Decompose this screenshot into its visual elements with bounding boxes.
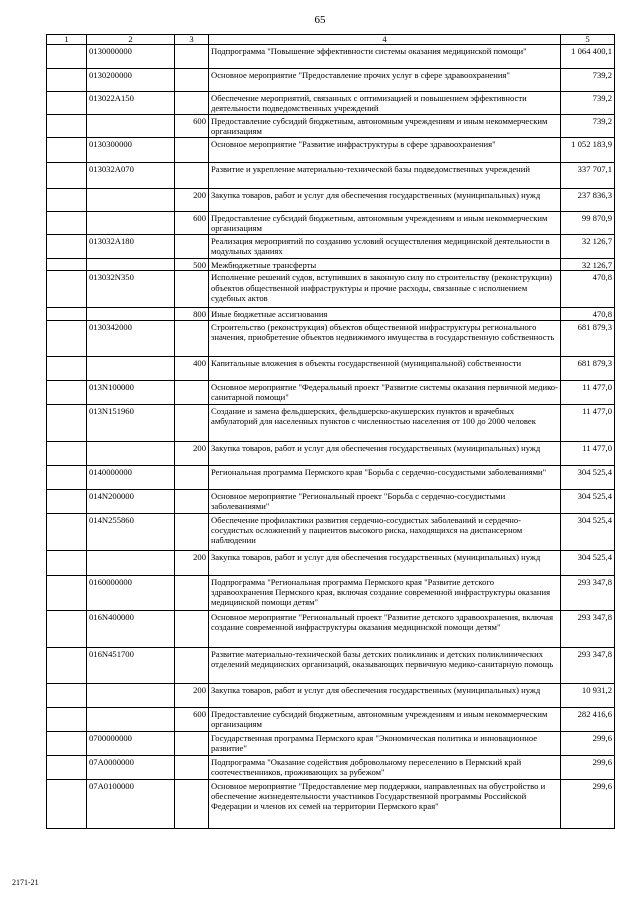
amount-cell: 293 347,8: [561, 610, 615, 647]
table-row: [47, 550, 615, 575]
table-row: [47, 69, 615, 92]
expense-type-cell: 800: [175, 308, 209, 320]
name-cell: Развитие и укрепление материально-технической базы подведомственных учреждений: [209, 163, 561, 189]
table-row: [47, 271, 615, 308]
table-row: [47, 779, 615, 828]
blank-cell: [47, 755, 87, 779]
target-code-cell: 07А0000000: [87, 755, 175, 779]
name-cell: Предоставление субсидий бюджетным, автономным учреждениям и иным некоммерческим организациям: [209, 707, 561, 731]
table-row: [47, 138, 615, 163]
blank-cell: [47, 138, 87, 163]
expense-type-cell: [175, 380, 209, 404]
amount-cell: 11 477,0: [561, 441, 615, 465]
amount-cell: 681 879,3: [561, 320, 615, 356]
blank-cell: [47, 465, 87, 489]
name-cell: Основное мероприятие "Региональный проект "Борьба с сердечно-сосудистыми заболеваниями": [209, 489, 561, 513]
amount-cell: 10 931,2: [561, 683, 615, 707]
target-code-cell: [87, 259, 175, 271]
name-cell: Иные бюджетные ассигнования: [209, 308, 561, 320]
name-cell: Закупка товаров, работ и услуг для обеспечения государственных (муниципальных) нужд: [209, 189, 561, 212]
target-code-cell: 0160000000: [87, 575, 175, 610]
table-row: [47, 92, 615, 115]
blank-cell: [47, 550, 87, 575]
page-number: 65: [314, 14, 326, 26]
expense-type-cell: [175, 92, 209, 115]
blank-cell: [47, 647, 87, 683]
expense-type-cell: 400: [175, 356, 209, 380]
table-row: [47, 320, 615, 356]
amount-cell: 282 416,6: [561, 707, 615, 731]
target-code-cell: 0130342000: [87, 320, 175, 356]
expense-type-cell: [175, 163, 209, 189]
blank-cell: [47, 308, 87, 320]
amount-cell: 99 870,9: [561, 212, 615, 235]
target-code-cell: [87, 189, 175, 212]
amount-cell: 681 879,3: [561, 356, 615, 380]
blank-cell: [47, 513, 87, 550]
amount-cell: 470,8: [561, 271, 615, 308]
amount-cell: 299,6: [561, 755, 615, 779]
name-cell: Подпрограмма "Региональная программа Пермского края "Развитие детского здравоохранения Пермского края, включая создание современной инфраструктуры оказания медицинской помощи детям": [209, 575, 561, 610]
amount-cell: 293 347,8: [561, 647, 615, 683]
name-cell: Основное мероприятие "Региональный проект "Развитие детского здравоохранения, включая создание современной инфраструктуры оказания медицинской помощи детям": [209, 610, 561, 647]
target-code-cell: [87, 308, 175, 320]
blank-cell: [47, 779, 87, 828]
target-code-cell: 0130200000: [87, 69, 175, 92]
table-row: [47, 707, 615, 731]
amount-cell: 739,2: [561, 115, 615, 138]
expense-type-cell: [175, 138, 209, 163]
name-cell: Строительство (реконструкция) объектов общественной инфраструктуры регионального значения, приобретение объектов недвижимого имущества в государственную собственность: [209, 320, 561, 356]
blank-cell: [47, 212, 87, 235]
table-body: [47, 45, 615, 829]
blank-cell: [47, 115, 87, 138]
expense-type-cell: [175, 320, 209, 356]
blank-cell: [47, 380, 87, 404]
target-code-cell: 016N451700: [87, 647, 175, 683]
amount-cell: 11 477,0: [561, 404, 615, 441]
blank-cell: [47, 575, 87, 610]
table-row: [47, 163, 615, 189]
table-row: [47, 189, 615, 212]
table-row: [47, 45, 615, 69]
name-cell: Развитие материально-технической базы детских поликлиник и детских поликлинических отделений медицинских организаций, оказывающих первичную медико-санитарную помощь: [209, 647, 561, 683]
name-cell: Закупка товаров, работ и услуг для обеспечения государственных (муниципальных) нужд: [209, 683, 561, 707]
table-row: [47, 683, 615, 707]
target-code-cell: 014N200000: [87, 489, 175, 513]
target-code-cell: 014N255860: [87, 513, 175, 550]
name-cell: Государственная программа Пермского края "Экономическая политика и инновационное развитие": [209, 731, 561, 755]
amount-cell: 32 126,7: [561, 259, 615, 271]
amount-cell: 304 525,4: [561, 489, 615, 513]
target-code-cell: [87, 683, 175, 707]
table-row: [47, 647, 615, 683]
amount-cell: 1 064 400,1: [561, 45, 615, 69]
table-row: [47, 115, 615, 138]
target-code-cell: 013032А180: [87, 235, 175, 259]
name-cell: Основное мероприятие "Предоставление мер поддержки, направленных на обустройство и обеспечение жизнедеятельности участников Государственной программы Российской Федерации и членов их семей на территории Пермского края": [209, 779, 561, 828]
target-code-cell: [87, 441, 175, 465]
expense-type-cell: [175, 647, 209, 683]
expense-type-cell: 200: [175, 683, 209, 707]
header-row: [47, 35, 615, 45]
amount-cell: 299,6: [561, 731, 615, 755]
name-cell: Обеспечение профилактики развития сердечно-сосудистых заболеваний и сердечно-сосудистых осложнений у пациентов высокого риска, находящихся на диспансерном наблюдении: [209, 513, 561, 550]
expense-type-cell: [175, 69, 209, 92]
name-cell: Региональная программа Пермского края "Борьба с сердечно-сосудистыми заболеваниями": [209, 465, 561, 489]
amount-cell: 739,2: [561, 92, 615, 115]
name-cell: Закупка товаров, работ и услуг для обеспечения государственных (муниципальных) нужд: [209, 441, 561, 465]
blank-cell: [47, 610, 87, 647]
target-code-cell: [87, 212, 175, 235]
expense-type-cell: [175, 489, 209, 513]
amount-cell: 337 707,1: [561, 163, 615, 189]
blank-cell: [47, 441, 87, 465]
expense-type-cell: [175, 271, 209, 308]
name-cell: Исполнение решений судов, вступивших в законную силу по строительству (реконструкции) объектов общественной инфраструктуры и прочие расходы, связанные с исполнением судебных актов: [209, 271, 561, 308]
amount-cell: 32 126,7: [561, 235, 615, 259]
blank-cell: [47, 731, 87, 755]
table-row: [47, 731, 615, 755]
table-row: [47, 441, 615, 465]
amount-cell: 299,6: [561, 779, 615, 828]
target-code-cell: 016N400000: [87, 610, 175, 647]
blank-cell: [47, 45, 87, 69]
expense-type-cell: [175, 465, 209, 489]
table-row: [47, 356, 615, 380]
amount-cell: 1 052 183,9: [561, 138, 615, 163]
blank-cell: [47, 235, 87, 259]
header-cell-3: 3: [175, 35, 209, 45]
name-cell: Основное мероприятие "Предоставление прочих услуг в сфере здравоохранения": [209, 69, 561, 92]
expense-type-cell: 200: [175, 441, 209, 465]
target-code-cell: 0130300000: [87, 138, 175, 163]
blank-cell: [47, 259, 87, 271]
table-row: [47, 610, 615, 647]
header-cell-5: 5: [561, 35, 615, 45]
name-cell: Капитальные вложения в объекты государственной (муниципальной) собственности: [209, 356, 561, 380]
expense-type-cell: 600: [175, 707, 209, 731]
table-row: [47, 235, 615, 259]
name-cell: Подпрограмма "Оказание содействия добровольному переселению в Пермский край соотечественников, проживающих за рубежом": [209, 755, 561, 779]
target-code-cell: [87, 356, 175, 380]
name-cell: Реализация мероприятий по созданию условий осуществления медицинской деятельности в модульных зданиях: [209, 235, 561, 259]
table-row: [47, 404, 615, 441]
blank-cell: [47, 404, 87, 441]
name-cell: Основное мероприятие "Развитие инфраструктуры в сфере здравоохранения": [209, 138, 561, 163]
target-code-cell: 0140000000: [87, 465, 175, 489]
target-code-cell: [87, 707, 175, 731]
target-code-cell: 013N100000: [87, 380, 175, 404]
table-row: [47, 465, 615, 489]
header-cell-2: 2: [87, 35, 175, 45]
name-cell: Предоставление субсидий бюджетным, автономным учреждениям и иным некоммерческим организациям: [209, 212, 561, 235]
document-code: 2171-21: [12, 878, 39, 887]
expense-type-cell: [175, 513, 209, 550]
expense-type-cell: [175, 731, 209, 755]
table-row: [47, 755, 615, 779]
target-code-cell: 0700000000: [87, 731, 175, 755]
header-cell-1: 1: [47, 35, 87, 45]
blank-cell: [47, 271, 87, 308]
expense-type-cell: 500: [175, 259, 209, 271]
expense-type-cell: [175, 610, 209, 647]
budget-table: [46, 34, 615, 829]
table-row: [47, 380, 615, 404]
blank-cell: [47, 189, 87, 212]
table-row: [47, 513, 615, 550]
blank-cell: [47, 489, 87, 513]
expense-type-cell: 600: [175, 212, 209, 235]
target-code-cell: 013022А150: [87, 92, 175, 115]
table-row: [47, 575, 615, 610]
expense-type-cell: [175, 779, 209, 828]
expense-type-cell: [175, 235, 209, 259]
expense-type-cell: [175, 404, 209, 441]
blank-cell: [47, 69, 87, 92]
target-code-cell: 07А0100000: [87, 779, 175, 828]
expense-type-cell: [175, 45, 209, 69]
target-code-cell: 0130000000: [87, 45, 175, 69]
blank-cell: [47, 356, 87, 380]
name-cell: Обеспечение мероприятий, связанных с оптимизацией и повышением эффективности деятельности подведомственных учреждений: [209, 92, 561, 115]
amount-cell: 304 525,4: [561, 550, 615, 575]
amount-cell: 304 525,4: [561, 513, 615, 550]
amount-cell: 11 477,0: [561, 380, 615, 404]
table-row: [47, 212, 615, 235]
name-cell: Подпрограмма "Повышение эффективности системы оказания медицинской помощи": [209, 45, 561, 69]
blank-cell: [47, 707, 87, 731]
expense-type-cell: 200: [175, 189, 209, 212]
name-cell: Основное мероприятие "Федеральный проект "Развитие системы оказания первичной медико-санитарной помощи": [209, 380, 561, 404]
name-cell: Закупка товаров, работ и услуг для обеспечения государственных (муниципальных) нужд: [209, 550, 561, 575]
name-cell: Создание и замена фельдшерских, фельдшерско-акушерских пунктов и врачебных амбулаторий для населенных пунктов с численностью населения от 100 до 2000 человек: [209, 404, 561, 441]
header-cell-4: 4: [209, 35, 561, 45]
blank-cell: [47, 683, 87, 707]
target-code-cell: 013032А070: [87, 163, 175, 189]
target-code-cell: [87, 550, 175, 575]
amount-cell: 304 525,4: [561, 465, 615, 489]
table-row: [47, 489, 615, 513]
target-code-cell: 013N151960: [87, 404, 175, 441]
table-row: [47, 308, 615, 320]
blank-cell: [47, 163, 87, 189]
expense-type-cell: [175, 755, 209, 779]
name-cell: Предоставление субсидий бюджетным, автономным учреждениям и иным некоммерческим организациям: [209, 115, 561, 138]
amount-cell: 470,8: [561, 308, 615, 320]
name-cell: Межбюджетные трансферты: [209, 259, 561, 271]
amount-cell: 237 836,3: [561, 189, 615, 212]
blank-cell: [47, 320, 87, 356]
amount-cell: 293 347,8: [561, 575, 615, 610]
expense-type-cell: 200: [175, 550, 209, 575]
target-code-cell: 013032N350: [87, 271, 175, 308]
expense-type-cell: [175, 575, 209, 610]
blank-cell: [47, 92, 87, 115]
amount-cell: 739,2: [561, 69, 615, 92]
expense-type-cell: 600: [175, 115, 209, 138]
table-row: [47, 259, 615, 271]
target-code-cell: [87, 115, 175, 138]
